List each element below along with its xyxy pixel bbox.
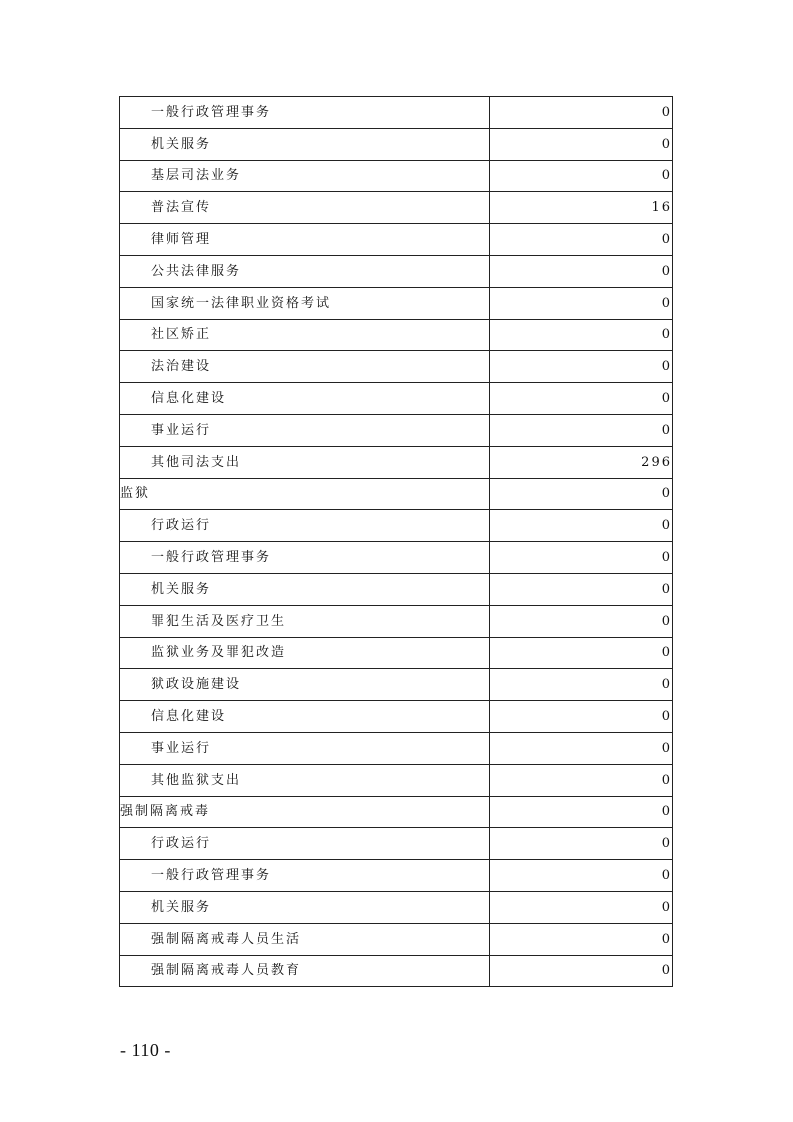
amount-cell: 0 — [490, 860, 673, 892]
item-name-cell: 机关服务 — [120, 573, 490, 605]
amount-cell: 0 — [490, 542, 673, 574]
table-row — [120, 923, 673, 955]
item-name-cell: 事业运行 — [120, 732, 490, 764]
item-name-cell: 机关服务 — [120, 128, 490, 160]
amount-cell: 0 — [490, 319, 673, 351]
table-row — [120, 351, 673, 383]
item-name-cell: 狱政设施建设 — [120, 669, 490, 701]
item-name-cell: 其他司法支出 — [120, 446, 490, 478]
table-row — [120, 955, 673, 987]
amount-cell: 0 — [490, 955, 673, 987]
table-row — [120, 383, 673, 415]
amount-cell: 16 — [490, 192, 673, 224]
table-row — [120, 255, 673, 287]
table-row — [120, 605, 673, 637]
item-name-cell: 强制隔离戒毒人员生活 — [120, 923, 490, 955]
table-row — [120, 701, 673, 733]
item-name-cell: 罪犯生活及医疗卫生 — [120, 605, 490, 637]
amount-cell: 0 — [490, 128, 673, 160]
amount-cell: 0 — [490, 224, 673, 256]
table-row — [120, 446, 673, 478]
item-name-cell: 法治建设 — [120, 351, 490, 383]
table-row — [120, 828, 673, 860]
table-row — [120, 891, 673, 923]
item-name-cell: 社区矫正 — [120, 319, 490, 351]
item-name-cell: 国家统一法律职业资格考试 — [120, 287, 490, 319]
item-name-cell: 机关服务 — [120, 891, 490, 923]
amount-cell: 0 — [490, 669, 673, 701]
amount-cell: 0 — [490, 97, 673, 129]
amount-cell: 0 — [490, 891, 673, 923]
table-row — [120, 224, 673, 256]
amount-cell: 0 — [490, 287, 673, 319]
amount-cell: 0 — [490, 605, 673, 637]
table-row — [120, 128, 673, 160]
item-name-cell: 基层司法业务 — [120, 160, 490, 192]
amount-cell: 0 — [490, 255, 673, 287]
table-row — [120, 192, 673, 224]
table-row — [120, 860, 673, 892]
table-row — [120, 669, 673, 701]
amount-cell: 0 — [490, 478, 673, 510]
item-name-cell: 强制隔离戒毒人员教育 — [120, 955, 490, 987]
table-row — [120, 764, 673, 796]
item-name-cell: 普法宣传 — [120, 192, 490, 224]
amount-cell: 0 — [490, 383, 673, 415]
page-number: - 110 - — [120, 1040, 171, 1060]
amount-cell: 0 — [490, 701, 673, 733]
table-row — [120, 319, 673, 351]
item-name-cell: 行政运行 — [120, 510, 490, 542]
table-row — [120, 796, 673, 828]
amount-cell: 0 — [490, 160, 673, 192]
item-name-cell: 一般行政管理事务 — [120, 97, 490, 129]
item-name-cell: 一般行政管理事务 — [120, 542, 490, 574]
item-name-cell: 公共法律服务 — [120, 255, 490, 287]
item-name-cell: 强制隔离戒毒 — [120, 796, 490, 828]
table-row — [120, 478, 673, 510]
amount-cell: 296 — [490, 446, 673, 478]
table-body — [120, 97, 673, 987]
table-row — [120, 160, 673, 192]
item-name-cell: 事业运行 — [120, 414, 490, 446]
table-row — [120, 97, 673, 129]
amount-cell: 0 — [490, 732, 673, 764]
item-name-cell: 一般行政管理事务 — [120, 860, 490, 892]
amount-cell: 0 — [490, 923, 673, 955]
item-name-cell: 监狱 — [120, 478, 490, 510]
item-name-cell: 行政运行 — [120, 828, 490, 860]
item-name-cell: 其他监狱支出 — [120, 764, 490, 796]
item-name-cell: 监狱业务及罪犯改造 — [120, 637, 490, 669]
amount-cell: 0 — [490, 828, 673, 860]
item-name-cell: 信息化建设 — [120, 701, 490, 733]
table-row — [120, 732, 673, 764]
table-row — [120, 287, 673, 319]
table-row — [120, 637, 673, 669]
table-row — [120, 573, 673, 605]
table-row — [120, 542, 673, 574]
item-name-cell: 律师管理 — [120, 224, 490, 256]
amount-cell: 0 — [490, 510, 673, 542]
amount-cell: 0 — [490, 573, 673, 605]
expenditure-table — [119, 96, 673, 987]
amount-cell: 0 — [490, 764, 673, 796]
amount-cell: 0 — [490, 637, 673, 669]
amount-cell: 0 — [490, 414, 673, 446]
item-name-cell: 信息化建设 — [120, 383, 490, 415]
table-row — [120, 510, 673, 542]
amount-cell: 0 — [490, 796, 673, 828]
table-row — [120, 414, 673, 446]
amount-cell: 0 — [490, 351, 673, 383]
